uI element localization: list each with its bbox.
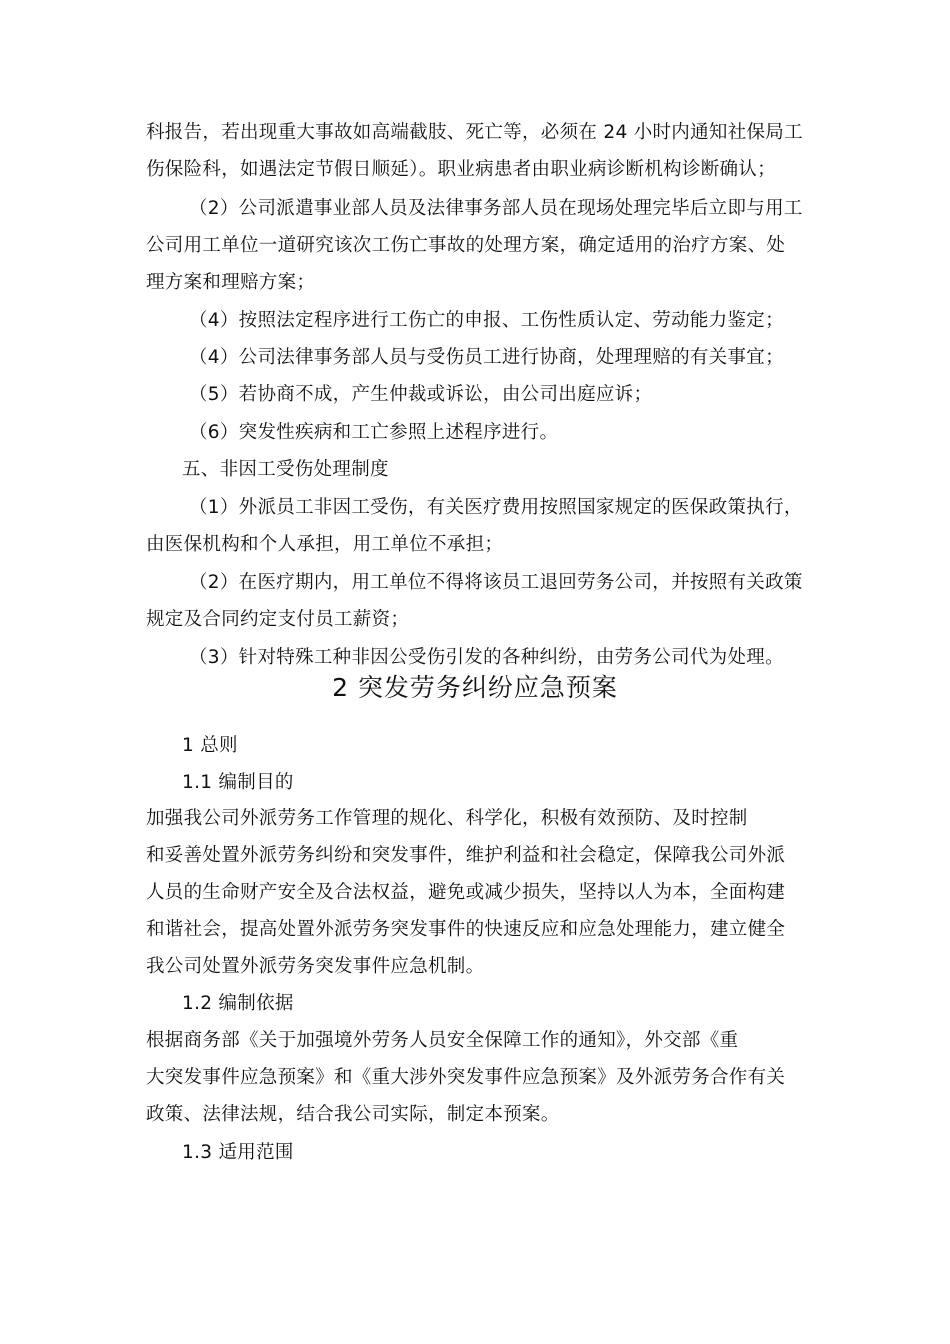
paragraph-line: （4）公司法律事务部人员与受伤员工进行协商，处理理赔的有关事宜； [189,347,784,368]
paragraph-line: 公司用工单位一道研究该次工伤亡事故的处理方案，确定适用的治疗方案、处 [146,235,786,256]
paragraph-line: （2）在医疗期内，用工单位不得将该员工退回劳务公司，并按照有关政策 [189,572,803,593]
paragraph-line: （5）若协商不成，产生仲裁或诉讼，由公司出庭应诉； [189,384,653,405]
paragraph-line: （4）按照法定程序进行工伤亡的申报、工伤性质认定、劳动能力鉴定； [189,310,784,331]
paragraph-line: 和妥善处置外派劳务纠纷和突发事件，维护利益和社会稳定，保障我公司外派 [146,845,786,866]
paragraph-line: 伤保险科，如遇法定节假日顺延）。职业病患者由职业病诊断机构诊断确认； [146,159,776,180]
section-title: 1 总则 [182,735,238,756]
paragraph-line: （1）外派员工非因工受伤，有关医疗费用按照国家规定的医保政策执行， [189,497,803,518]
section-title: 五、非因工受伤处理制度 [182,459,389,480]
paragraph-line: 政策、法律法规，结合我公司实际，制定本预案。 [146,1104,560,1125]
paragraph-line: 人员的生命财产安全及合法权益，避免或减少损失，坚持以人为本，全面构建 [146,882,786,903]
paragraph-line: 理方案和理赔方案； [146,272,316,293]
paragraph-line: 大突发事件应急预案》和《重大涉外突发事件应急预案》及外派劳务合作有关 [146,1067,786,1088]
paragraph-line: 规定及合同约定支付员工薪资； [146,609,410,630]
paragraph-line: 由医保机构和个人承担，用工单位不承担； [146,534,504,555]
paragraph-line: （3）针对特殊工种非因公受伤引发的各种纠纷，由劳务公司代为处理。 [189,647,784,668]
paragraph-line: 根据商务部《关于加强境外劳务人员安全保障工作的通知》，外交部《重 [146,1030,739,1051]
paragraph-line: 科报告，若出现重大事故如高端截肢、死亡等，必须在 24 小时内通知社保局工 [146,122,803,143]
paragraph-line: （2）公司派遣事业部人员及法律事务部人员在现场处理完毕后立即与用工 [189,198,803,219]
paragraph-line: 和谐社会，提高处置外派劳务突发事件的快速反应和应急处理能力，建立健全 [146,919,786,940]
section-title: 1.2 编制依据 [182,993,294,1014]
section-title: 1.3 适用范围 [182,1142,294,1163]
section-title: 1.1 编制目的 [182,772,294,793]
paragraph-line: 我公司处置外派劳务突发事件应急机制。 [146,956,485,977]
chapter-heading: 2 突发劳务纠纷应急预案 [332,673,618,702]
paragraph-line: （6）突发性疾病和工亡参照上述程序进行。 [189,422,559,443]
paragraph-line: 加强我公司外派劳务工作管理的规化、科学化，积极有效预防、及时控制 [146,808,748,829]
